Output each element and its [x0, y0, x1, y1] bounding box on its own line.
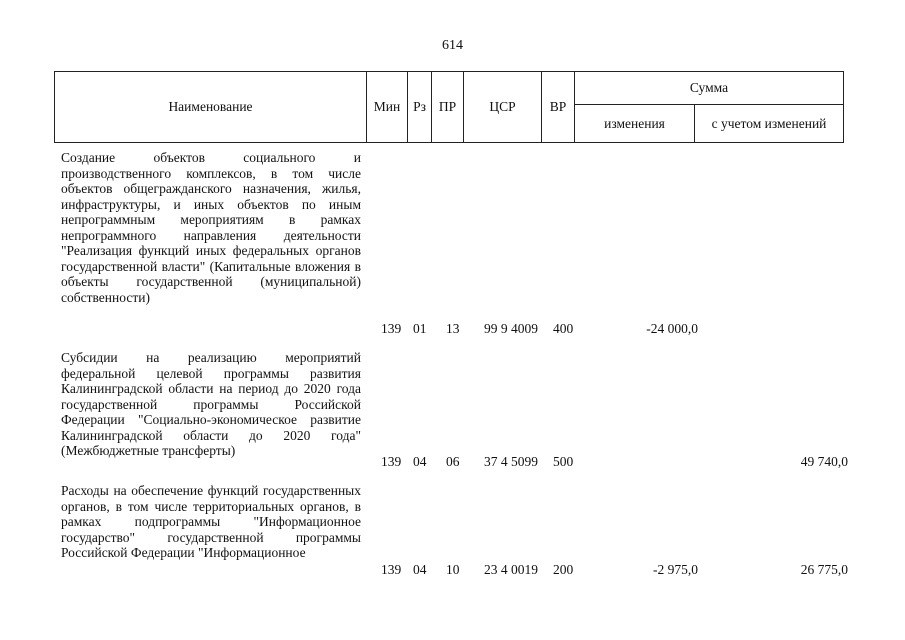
- row-total: 49 740,0: [800, 454, 848, 469]
- header-pr: ПР: [432, 72, 464, 143]
- header-csr: ЦСР: [464, 72, 542, 143]
- row-pr: 10: [446, 562, 460, 577]
- header-with-changes: с учетом изменений: [695, 105, 844, 143]
- row-csr: 23 4 0019: [484, 562, 538, 577]
- row-min: 139: [381, 562, 402, 577]
- row-csr: 37 4 5099: [484, 454, 538, 469]
- row-csr: 99 9 4009: [484, 321, 538, 336]
- row-change: -24 000,0: [646, 321, 698, 336]
- header-min: Мин: [367, 72, 408, 143]
- row-change: -2 975,0: [653, 562, 698, 577]
- header-name: Наименование: [55, 72, 367, 143]
- header-vr: ВР: [542, 72, 575, 143]
- header-sum: Сумма: [575, 72, 844, 105]
- header-rz: Рз: [408, 72, 432, 143]
- row-pr: 13: [446, 321, 460, 336]
- row-vr: 500: [553, 454, 574, 469]
- row-rz: 04: [413, 454, 427, 469]
- row-vr: 200: [553, 562, 574, 577]
- header-change: изменения: [575, 105, 695, 143]
- row-min: 139: [381, 454, 402, 469]
- row-name: Субсидии на реализацию мероприятий федеральной целевой программы развития Калининградской области на период до 2020 года государственной программы Российской Федерации "Социально-экономическое развитие Калининградской области до 2020 года" (Межбюджетные трансферты): [61, 350, 361, 458]
- row-name: Расходы на обеспечение функций государственных органов, в том числе территориальных органов, в рамках подпрограммы "Информационное государство" государственной программы Российской Федерации "Информационное: [61, 483, 361, 560]
- row-name: Создание объектов социального и производственного комплексов, в том числе объектов общегражданского назначения, жилья, инфраструктуры, и иных объектов по иным непрограммным мероприятиям в рамках непрограммного направления деятельности "Реализация функций иных федеральных органов государственной власти" (Капитальные вложения в объекты государственной (муниципальной) собственности): [61, 150, 361, 305]
- row-rz: 04: [413, 562, 427, 577]
- page-number: 614: [442, 38, 463, 53]
- table-header: [54, 71, 844, 143]
- row-pr: 06: [446, 454, 460, 469]
- row-min: 139: [381, 321, 402, 336]
- row-rz: 01: [413, 321, 427, 336]
- row-vr: 400: [553, 321, 574, 336]
- row-total: 26 775,0: [800, 562, 848, 577]
